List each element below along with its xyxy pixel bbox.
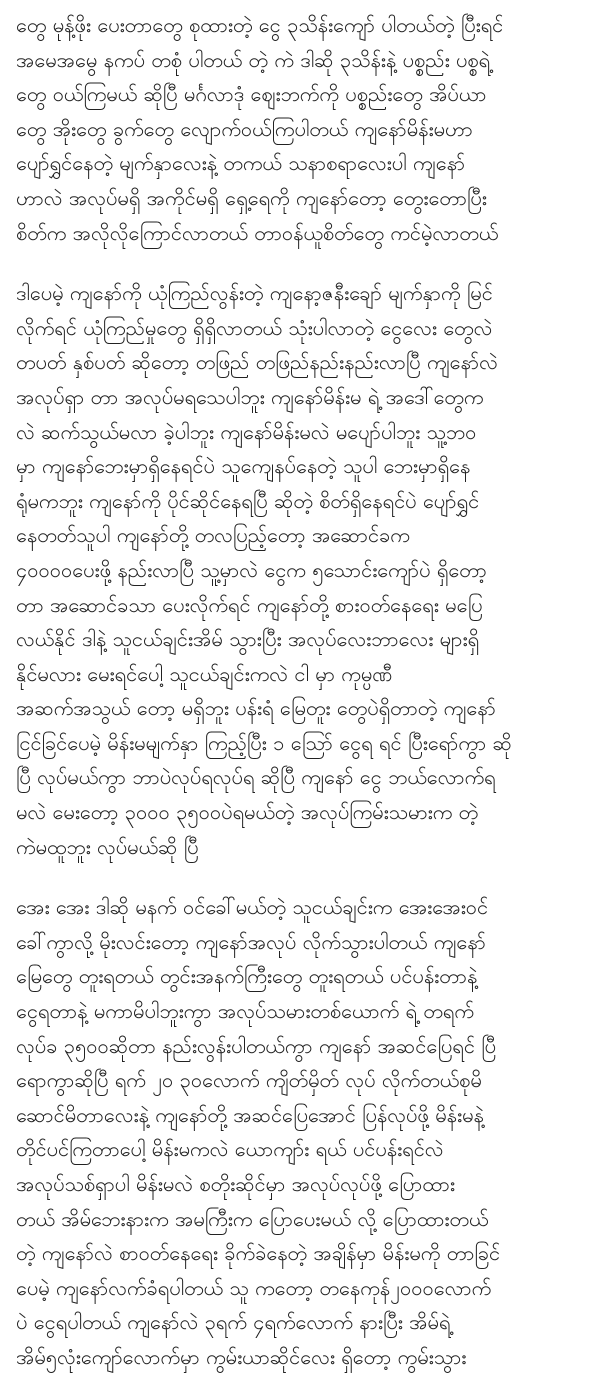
text-line: တွေ အိုးတွေ ခွက်တွေ လျောက်ဝယ်ကြပါတယ် ကျနော်မိန်းမဟာ — [16, 116, 473, 141]
text-line: မြေတွေ တူးရတယ် တွင်းအနက်ကြီးတွေ တူးရတယ် ပင်ပန်းတာနဲ့ — [16, 964, 478, 989]
text-line: လဲ ဆက်သွယ်မလာ ခဲ့ပါဘူး ကျနော်မိန်းမလဲ မပျော်ပါဘူး သူ့ဘဝ — [16, 419, 477, 444]
text-line: လယ်နိုင် ဒါနဲ့ သူငယ်ချင်းအိမ် သွားပြီး အလုပ်လေးဘာလေး များရှိ — [16, 627, 480, 652]
text-line: ပျော်ရွှင်နေတဲ့ မျက်နှာလေးနဲ့ တကယ် သနာစရာလေးပါ ကျနော် — [16, 151, 466, 176]
text-line: ဒါပေမဲ့ ကျနော်ကို ယုံကြည်လွန်းတဲ့ ကျနော့ဇနီးချော် မျက်နှာကို မြင် — [16, 281, 493, 306]
text-line: နေတတ်သူပါ ကျနော်တို့ တလပြည့်တော့ အဆောင်ခက — [16, 523, 410, 548]
text-line: နိုင်မလား မေးရင်ပေါ့ သူငယ်ချင်းကလဲ ငါ မှာ ကုမ္ပဏီ — [16, 661, 393, 686]
text-line: လုပ်ခ ၃၅၀၀ဆိုတာ နည်းလွန်းပါတယ်ကွာ ကျနော် အဆင်ပြေရင် ပြီ — [16, 1033, 497, 1058]
paragraph-1 — [16, 8, 591, 250]
text-line: မလဲ မေးတော့ ၃၀၀၀ ၃၅၀၀ပဲရမယ်တဲ့ အလုပ်ကြမ်းသမားက တဲ့ — [16, 800, 479, 825]
text-line: ရုံမကဘူး ကျနော်ကို ပိုင်ဆိုင်နေရပြီ ဆိုတဲ့ စိတ်ရှိနေရင်ပဲ ပျော်ရွှင် — [16, 488, 480, 513]
text-line: စိတ်က အလိုလိုကြောင်လာတယ် တာဝန်ယူစိတ်တွေ ကင်မဲ့လာတယ် — [16, 220, 499, 245]
text-line: ငွေရတာနဲ့ မကာမိပါဘူးကွာ အလုပ်သမားတစ်ယောက် ရဲ့ တရက် — [16, 999, 474, 1024]
text-line: တွေ မုန့်ဖိုး ပေးတာတွေ စုထားတဲ့ ငွေ ၃သိန်းကျော် ပါတယ်တဲ့ ပြီးရင် — [16, 13, 504, 37]
text-line: တပတ် နှစ်ပတ် ဆိုတော့ တဖြည် တဖြည်နည်းနည်းလာပြီ ကျနော်လဲ — [16, 350, 498, 375]
text-line: အေး အေး ဒါဆို မနက် ဝင်ခေါ်မယ်တဲ့ သူငယ်ချင်းက အေးအေးဝင် — [16, 895, 489, 920]
text-line: ပြီ လုပ်မယ်ကွာ ဘာပဲလုပ်ရလုပ်ရ ဆိုပြီ ကျနော် ငွေ ဘယ်လောက်ရ — [16, 765, 496, 790]
text-line: အဆက်အသွယ် တော့ မရှိဘူး ပန်းရံ မြေတူး တွေပဲရှိတာတဲ့ ကျနော် — [16, 696, 496, 721]
text-line: မှာ ကျနော်ဘေးမှာရှိနေရင်ပဲ သူကျေနပ်နေတဲ့ သူပါ ဘေးမှာရှိနေ — [16, 454, 471, 479]
text-line: ပဲ ငွေရပါတယ် ကျနော်လဲ ၃ရက် ၄ရက်လောက် နားပြီး အိမ်ရဲ့ — [16, 1310, 451, 1335]
text-line: တယ် အိမ်ဘေးနားက အမကြီးက ပြောပေးမယ် လို့ ပြောထားတယ် — [16, 1206, 489, 1231]
text-line: ငြင်ခြင်ပေမဲ့ မိန်းမမျက်နှာ ကြည့်ပြီး ၁ သြော် ငွေရ ရင် ပြီးရော်ကွာ ဆို — [16, 730, 512, 755]
text-line: အိမ်၅လုံးကျော်လောက်မှာ ကွမ်းယာဆိုင်လေး ရှိတော့ ကွမ်းသွား — [16, 1344, 467, 1369]
text-line: တွေ ဝယ်ကြမယ် ဆိုပြီ မင်္ဂလာဒုံ ဈေးဘက်ကို ပစ္စည်းတွေ အိပ်ယာ — [16, 82, 487, 107]
text-line: ၄၀၀၀၀ပေးဖို့ နည်းလာပြီ သူ့မှာလဲ ငွေက ၅သောင်းကျော်ပဲ ရှိတော့ — [16, 557, 487, 582]
text-line: ခေါ်ကွာလို့ မိုးလင်းတော့ ကျနော်အလုပ် လိုက်သွားပါတယ် ကျနော် — [16, 929, 486, 954]
text-line: ပေမဲ့ ကျနော်လက်ခံရပါတယ် သူ ကတော့ တနေကုန်၂၀၀၀လောက် — [16, 1275, 492, 1300]
text-line: တိုင်ပင်ကြတာပေါ့ မိန်းမကလဲ ယောကျာ်း ရယ် ပင်ပန်းရင်လဲ — [16, 1137, 444, 1162]
text-line: လိုက်ရင် ယုံကြည်မှုတွေ ရှိရှိလာတယ် သုံးပါလာတဲ့ ငွေလေး တွေလဲ — [16, 315, 493, 340]
paragraph-2 — [16, 276, 591, 864]
text-line: အမေအမွေ နကပ် တစုံ ပါတယ် တဲ့ ကဲ ဒါဆို ၃သိန်းနဲ့ ပစ္စည်း ပစ္စရဲ့ — [16, 47, 491, 72]
text-line: ဆောင်မိတာလေးနဲ့ ကျနော်တို့ အဆင်ပြေအောင် ပြန်လုပ်ဖို့ မိန်းမနဲ့ — [16, 1102, 484, 1127]
text-line: ကဲမထူဘူး လုပ်မယ်ဆို ပြီ — [16, 834, 199, 859]
text-line: တာ အဆောင်ခသာ ပေးလိုက်ရင် ကျနော်တို့ စားဝတ်နေရေး မပြေ — [16, 592, 483, 617]
text-line: အလုပ်ရှာ တာ အလုပ်မရသေပါဘူး ကျနော်မိန်းမ ရဲ့ အဒေါ်တွေက — [16, 384, 484, 409]
paragraph-3 — [16, 890, 591, 1374]
text-line: ရောကွာဆိုပြီ ရက် ၂၀ ၃၀လောက် ကျိတ်မှိတ် လုပ် လိုက်တယ်စုမိ — [16, 1068, 482, 1093]
text-line: တဲ့ ကျနော်လဲ စာဝတ်နေရေး ခိုက်ခဲနေတဲ့ အချိန်မှာ မိန်းမကို တာခြင် — [16, 1241, 501, 1266]
text-line: အလုပ်သစ်ရှာပါ မိန်းမလဲ စတိုးဆိုင်မှာ အလုပ်လုပ်ဖို့ ပြောထား — [16, 1172, 455, 1196]
text-line: ဟာလဲ အလုပ်မရှိ အကိုင်မရှိ ရှေ့ရေကို ကျနော်တော့ တွေးတောပြီး — [16, 185, 487, 210]
